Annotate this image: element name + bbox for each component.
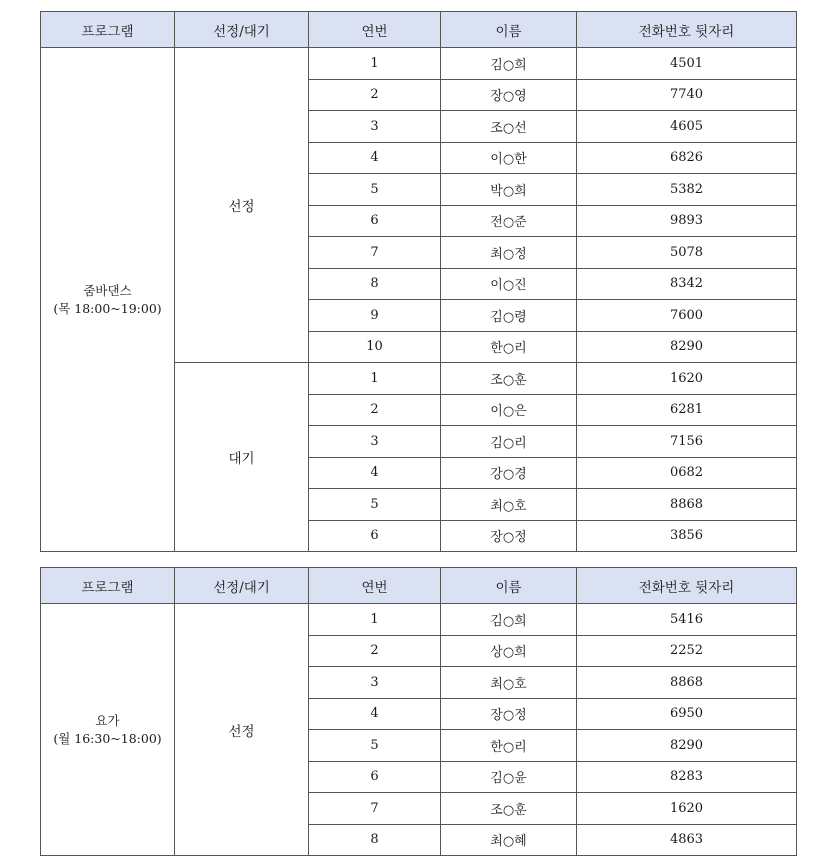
table-header-row	[41, 568, 797, 604]
header-program: 프로그램	[41, 568, 175, 604]
row-number: 4	[309, 698, 441, 730]
header-status: 선정/대기	[175, 12, 309, 48]
participant-name: 전○준	[441, 205, 577, 237]
row-number: 4	[309, 457, 441, 489]
participant-name: 최○호	[441, 667, 577, 699]
row-number: 6	[309, 205, 441, 237]
phone-last-digits: 4863	[577, 824, 797, 856]
zumba-roster-table	[40, 11, 797, 552]
phone-last-digits: 8283	[577, 761, 797, 793]
phone-last-digits: 7740	[577, 79, 797, 111]
participant-name: 박○희	[441, 174, 577, 206]
program-name: 줌바댄스	[83, 282, 132, 298]
row-number: 4	[309, 142, 441, 174]
row-number: 9	[309, 300, 441, 332]
yoga-roster-body	[41, 604, 797, 856]
phone-last-digits: 4605	[577, 111, 797, 143]
row-number: 2	[309, 79, 441, 111]
participant-name: 조○선	[441, 111, 577, 143]
phone-last-digits: 6281	[577, 394, 797, 426]
program-cell	[41, 48, 175, 552]
participant-name: 김○희	[441, 604, 577, 636]
phone-last-digits: 5416	[577, 604, 797, 636]
phone-last-digits: 5078	[577, 237, 797, 269]
row-number: 1	[309, 363, 441, 395]
row-number: 2	[309, 394, 441, 426]
phone-last-digits: 2252	[577, 635, 797, 667]
row-number: 5	[309, 730, 441, 762]
phone-last-digits: 8290	[577, 331, 797, 363]
row-number: 5	[309, 489, 441, 521]
participant-name: 장○정	[441, 698, 577, 730]
waiting-group-label: 대기	[175, 363, 309, 552]
participant-name: 조○훈	[441, 793, 577, 825]
header-program: 프로그램	[41, 12, 175, 48]
table-row	[41, 48, 797, 80]
phone-last-digits: 1620	[577, 363, 797, 395]
yoga-roster-table	[40, 567, 797, 856]
row-number: 7	[309, 793, 441, 825]
header-name: 이름	[441, 568, 577, 604]
row-number: 8	[309, 824, 441, 856]
row-number: 3	[309, 426, 441, 458]
phone-last-digits: 8290	[577, 730, 797, 762]
row-number: 5	[309, 174, 441, 206]
header-phone: 전화번호 뒷자리	[577, 568, 797, 604]
phone-last-digits: 6826	[577, 142, 797, 174]
participant-name: 이○은	[441, 394, 577, 426]
program-name: 요가	[95, 712, 120, 728]
table-header-row	[41, 12, 797, 48]
participant-name: 조○훈	[441, 363, 577, 395]
row-number: 6	[309, 761, 441, 793]
participant-name: 최○호	[441, 489, 577, 521]
participant-name: 최○혜	[441, 824, 577, 856]
participant-name: 강○경	[441, 457, 577, 489]
zumba-roster-body	[41, 48, 797, 552]
participant-name: 이○진	[441, 268, 577, 300]
phone-last-digits: 8342	[577, 268, 797, 300]
program-schedule: (목 18:00~19:00)	[53, 300, 162, 316]
participant-name: 김○리	[441, 426, 577, 458]
row-number: 6	[309, 520, 441, 552]
phone-last-digits: 6950	[577, 698, 797, 730]
phone-last-digits: 8868	[577, 489, 797, 521]
header-status: 선정/대기	[175, 568, 309, 604]
participant-name: 김○령	[441, 300, 577, 332]
selected-group-label: 선정	[175, 604, 309, 856]
participant-name: 김○희	[441, 48, 577, 80]
table-row	[41, 604, 797, 636]
program-schedule: (월 16:30~18:00)	[53, 730, 162, 746]
selected-group-label: 선정	[175, 48, 309, 363]
phone-last-digits: 3856	[577, 520, 797, 552]
header-name: 이름	[441, 12, 577, 48]
header-number: 연번	[309, 568, 441, 604]
participant-name: 장○영	[441, 79, 577, 111]
row-number: 8	[309, 268, 441, 300]
participant-name: 김○윤	[441, 761, 577, 793]
row-number: 1	[309, 48, 441, 80]
row-number: 10	[309, 331, 441, 363]
row-number: 1	[309, 604, 441, 636]
phone-last-digits: 1620	[577, 793, 797, 825]
participant-name: 상○희	[441, 635, 577, 667]
header-phone: 전화번호 뒷자리	[577, 12, 797, 48]
header-number: 연번	[309, 12, 441, 48]
row-number: 2	[309, 635, 441, 667]
phone-last-digits: 7156	[577, 426, 797, 458]
phone-last-digits: 8868	[577, 667, 797, 699]
participant-name: 최○정	[441, 237, 577, 269]
participant-name: 한○리	[441, 331, 577, 363]
row-number: 3	[309, 667, 441, 699]
row-number: 7	[309, 237, 441, 269]
phone-last-digits: 4501	[577, 48, 797, 80]
row-number: 3	[309, 111, 441, 143]
participant-name: 이○한	[441, 142, 577, 174]
phone-last-digits: 5382	[577, 174, 797, 206]
phone-last-digits: 0682	[577, 457, 797, 489]
participant-name: 한○리	[441, 730, 577, 762]
phone-last-digits: 7600	[577, 300, 797, 332]
program-cell	[41, 604, 175, 856]
participant-name: 장○정	[441, 520, 577, 552]
phone-last-digits: 9893	[577, 205, 797, 237]
